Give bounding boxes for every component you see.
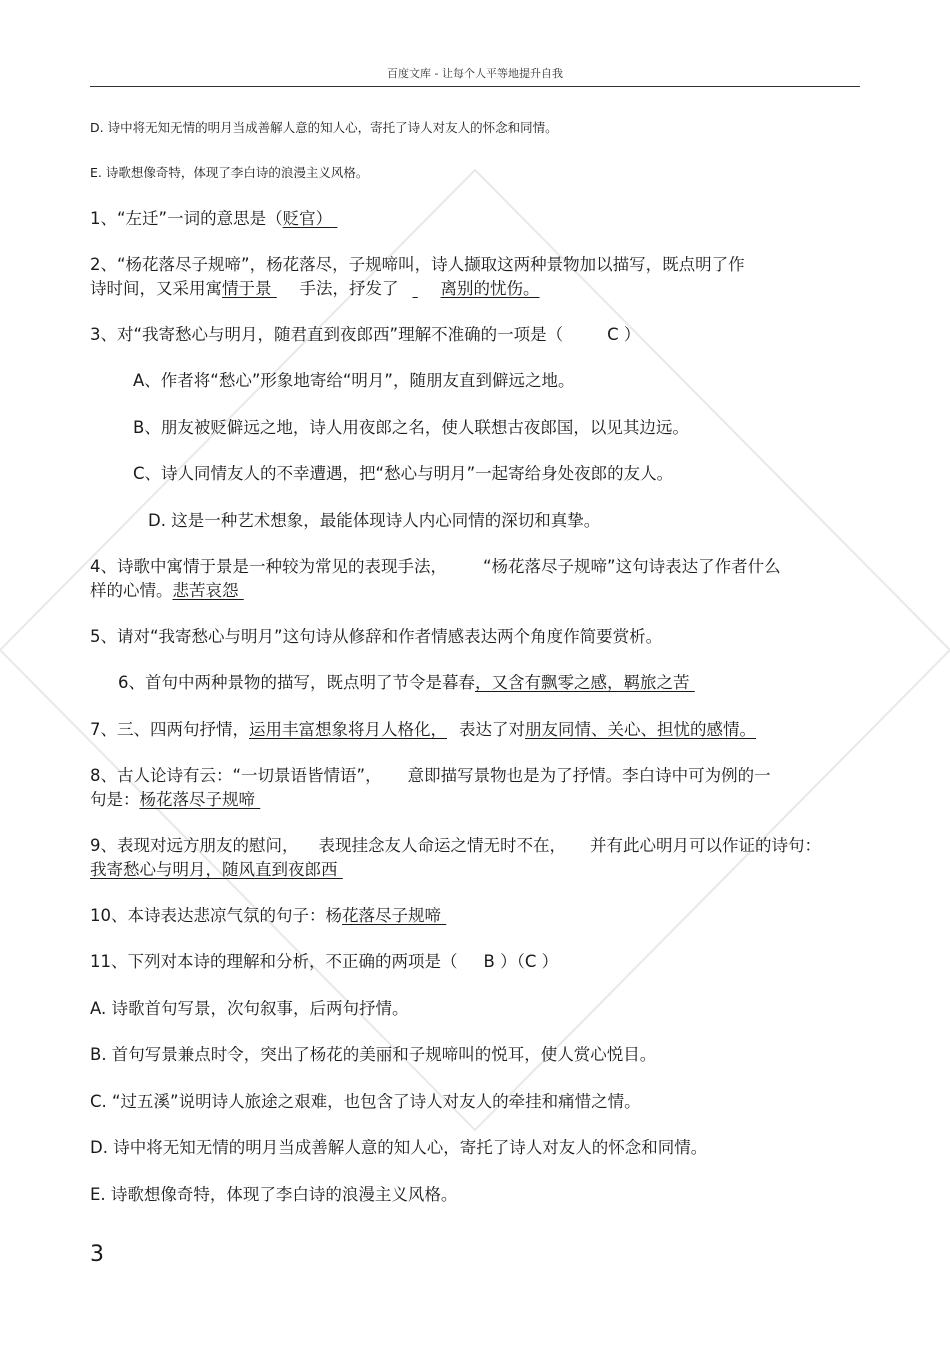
question-4-text-c: 样的心情。 <box>90 581 173 600</box>
question-7-answer-1: 运用丰富想象将月人格化， <box>249 720 447 739</box>
question-3-option-c: C、诗人同情友人的不幸遭遇，把“愁心与明月”一起寄给身处夜郎的友人。 <box>133 464 674 483</box>
question-2-line-1: 2、“杨花落尽子规啼”，杨花落尽，子规啼叫，诗人撷取这两种景物加以描写，既点明了作 <box>90 255 745 274</box>
question-4-text-a: 4、诗歌中寓情于景是一种较为常见的表现手法， <box>90 557 447 576</box>
question-5: 5、请对“我寄愁心与明月”这句诗从修辞和作者情感表达两个角度作简要赏析。 <box>90 627 663 646</box>
question-9-text-b: 表现挂念友人命运之情无时不在， <box>318 836 566 855</box>
question-3-text: 3、对“我寄愁心与明月，随君直到夜郎西”理解不准确的一项是（ <box>90 325 564 344</box>
question-8-text-a: 8、古人论诗有云：“一切景语皆情语”， <box>90 766 382 785</box>
page-header: 百度文库 - 让每个人平等地提升自我 <box>90 62 860 87</box>
question-3-stem <box>90 322 640 348</box>
question-11-stem <box>90 949 558 975</box>
question-8-text-b: 意即描写景物也是为了抒情。李白诗中可为例的一 <box>407 766 771 785</box>
question-2-text-a: 诗时间，又采用寓 <box>90 279 222 298</box>
top-option-e: E. 诗歌想像奇特，体现了李白诗的浪漫主义风格。 <box>90 165 369 180</box>
question-11-answer: B ）（C ） <box>483 952 559 971</box>
top-option-d: D. 诗中将无知无情的明月当成善解人意的知人心，寄托了诗人对友人的怀念和同情。 <box>90 120 558 135</box>
question-10-answer: 花落尽子规啼 <box>342 906 441 925</box>
question-7-text-c: 表达了对 <box>459 720 525 739</box>
question-6-text: 6、首句中两种景物的描写，既点明了节令是暮春 <box>118 673 475 692</box>
question-2-line-2 <box>90 276 540 302</box>
question-1-answer: 贬官） <box>282 209 333 228</box>
question-8-line-1 <box>90 763 771 789</box>
question-6-answer: ，又含有飘零之感，羁旅之苦 <box>475 673 690 692</box>
question-1-text: 1、“左迁”一词的意思是（ <box>90 209 283 228</box>
question-1 <box>90 206 362 232</box>
question-3-option-a: A、作者将“愁心”形象地寄给“明月”，随朋友直到僻远之地。 <box>133 371 575 390</box>
question-6 <box>118 670 734 696</box>
question-9-line-1 <box>90 833 821 859</box>
question-10-text: 10、本诗表达悲凉气氛的句子：杨 <box>90 906 342 925</box>
question-3-answer: C ） <box>607 325 641 344</box>
question-4-line-2 <box>90 578 253 604</box>
question-11-option-c: C. “过五溪”说明诗人旅途之艰难，也包含了诗人对友人的牵挂和痛惜之情。 <box>90 1092 641 1111</box>
question-11-text: 11、下列对本诗的理解和分析，不正确的两项是（ <box>90 952 458 971</box>
question-3-option-b: B、朋友被贬僻远之地，诗人用夜郎之名，使人联想古夜郎国，以见其边远。 <box>133 418 689 437</box>
question-2-answer-1: 情于景 <box>222 279 272 298</box>
question-8-line-2 <box>90 787 269 813</box>
question-10 <box>90 903 467 929</box>
page-number: 3 <box>90 1242 104 1267</box>
question-11-option-d: D. 诗中将无知无情的明月当成善解人意的知人心，寄托了诗人对友人的怀念和同情。 <box>90 1138 708 1157</box>
question-2-text-c: 手法，抒发了 <box>299 279 399 298</box>
question-11-option-a: A. 诗歌首句写景，次句叙事，后两句抒情。 <box>90 999 409 1018</box>
question-3-option-d: D. 这是一种艺术想象，最能体现诗人内心同情的深切和真挚。 <box>148 511 601 530</box>
question-11-option-e: E. 诗歌想像奇特，体现了李白诗的浪漫主义风格。 <box>90 1185 458 1204</box>
question-4-text-b: “杨花落尽子规啼”这句诗表达了作者什么 <box>483 557 781 576</box>
question-7-answer-2: 朋友同情、关心、担忧的感情。 <box>525 720 756 739</box>
question-8-text-c: 句是： <box>90 790 140 809</box>
question-7 <box>90 717 756 743</box>
question-7-text-a: 7、三、四两句抒情， <box>90 720 249 739</box>
question-9-answer: 我寄愁心与明月，随风直到夜郎西 <box>90 860 338 879</box>
question-9-text-a: 9、表现对远方朋友的慰问， <box>90 836 299 855</box>
question-8-answer: 杨花落尽子规啼 <box>139 790 255 809</box>
question-9-text-c: 并有此心明月可以作证的诗句： <box>590 836 821 855</box>
question-4-answer: 悲苦哀怨 <box>172 581 239 600</box>
question-11-option-b: B. 首句写景兼点时令，突出了杨花的美丽和子规啼叫的悦耳，使人赏心悦目。 <box>90 1045 657 1064</box>
question-4-line-1 <box>90 554 781 580</box>
question-2-answer-2: 离别的忧伤。 <box>440 279 540 298</box>
question-9-line-2 <box>90 857 358 883</box>
